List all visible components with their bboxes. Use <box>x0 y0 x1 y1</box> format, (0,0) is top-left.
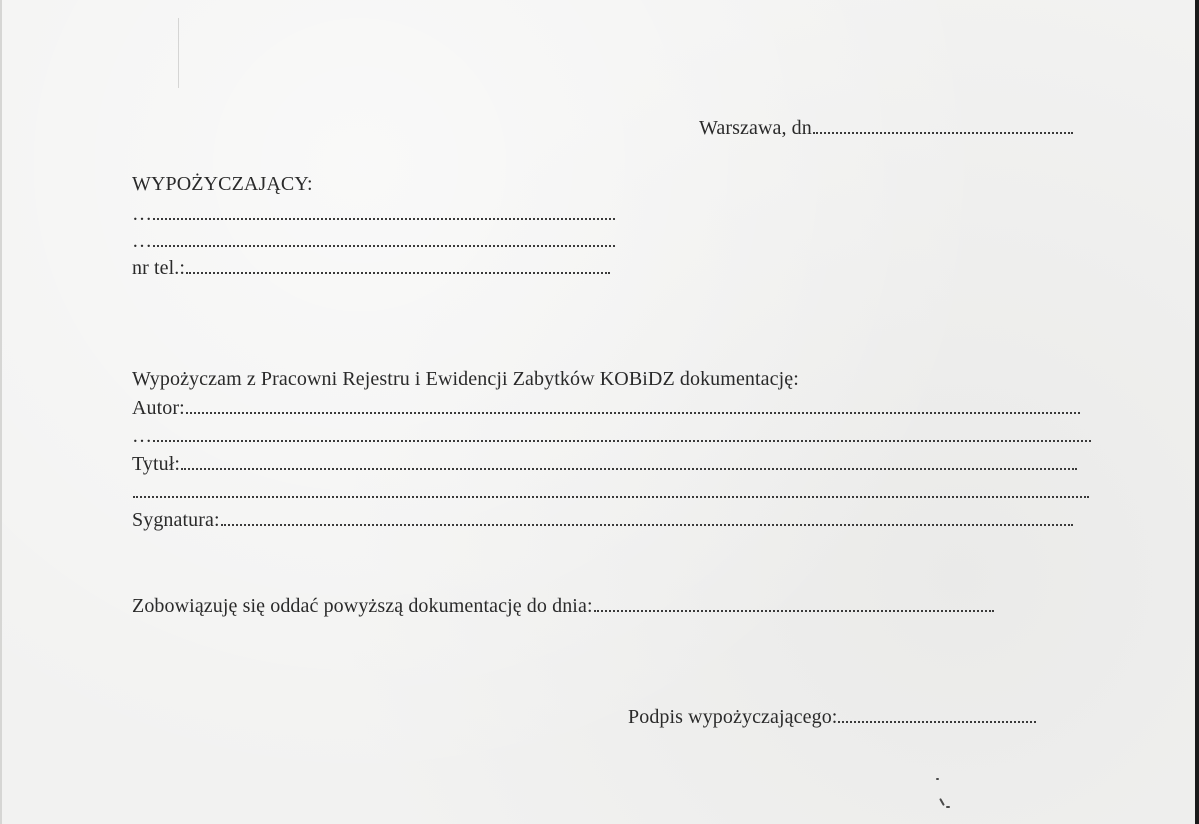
title-label: Tytuł: <box>132 453 181 475</box>
borrower-line-1 <box>132 202 615 226</box>
date-blank <box>813 128 1073 134</box>
shelfmark-line <box>132 508 1073 532</box>
return-date-blank <box>594 606 994 612</box>
scan-speck <box>946 806 950 808</box>
signature-label: Podpis wypożyczającego: <box>628 706 838 728</box>
return-commitment-text: Zobowiązuję się oddać powyższą dokumentację do dnia: <box>132 595 593 617</box>
author-blank <box>186 408 1080 414</box>
title-cont-line <box>132 480 1089 504</box>
shelfmark-label: Sygnatura: <box>132 509 220 531</box>
author-label: Autor: <box>132 397 185 419</box>
paper-fold-mark <box>178 18 179 88</box>
phone-line <box>132 256 610 280</box>
return-commitment-line <box>132 594 994 618</box>
borrower-line-2-blank <box>153 241 615 247</box>
signature-blank <box>838 717 1036 723</box>
signature-line <box>628 705 1036 729</box>
borrower-heading: WYPOŻYCZAJĄCY: <box>132 173 313 195</box>
borrower-line-1-blank <box>153 214 615 220</box>
borrower-line-1-prefix: … <box>132 203 153 225</box>
place-date-label: Warszawa, dn <box>699 117 812 139</box>
scan-right-edge <box>1195 0 1199 824</box>
scan-speck <box>936 778 939 780</box>
title-line <box>132 452 1077 476</box>
scan-left-edge <box>0 0 2 824</box>
author-line <box>132 396 1080 420</box>
shelfmark-blank <box>221 520 1073 526</box>
title-cont-blank <box>133 492 1089 498</box>
title-blank <box>181 464 1077 470</box>
phone-label: nr tel.: <box>132 257 186 279</box>
borrower-line-2-prefix: … <box>132 230 153 252</box>
author-cont-prefix: … <box>132 425 153 447</box>
author-cont-line <box>132 424 1091 448</box>
borrower-line-2 <box>132 229 615 253</box>
phone-blank <box>186 268 610 274</box>
loan-statement: Wypożyczam z Pracowni Rejestru i Ewidencji Zabytków KOBiDZ dokumentację: <box>132 368 799 390</box>
author-cont-blank <box>153 436 1091 442</box>
place-date-line <box>699 116 1073 140</box>
